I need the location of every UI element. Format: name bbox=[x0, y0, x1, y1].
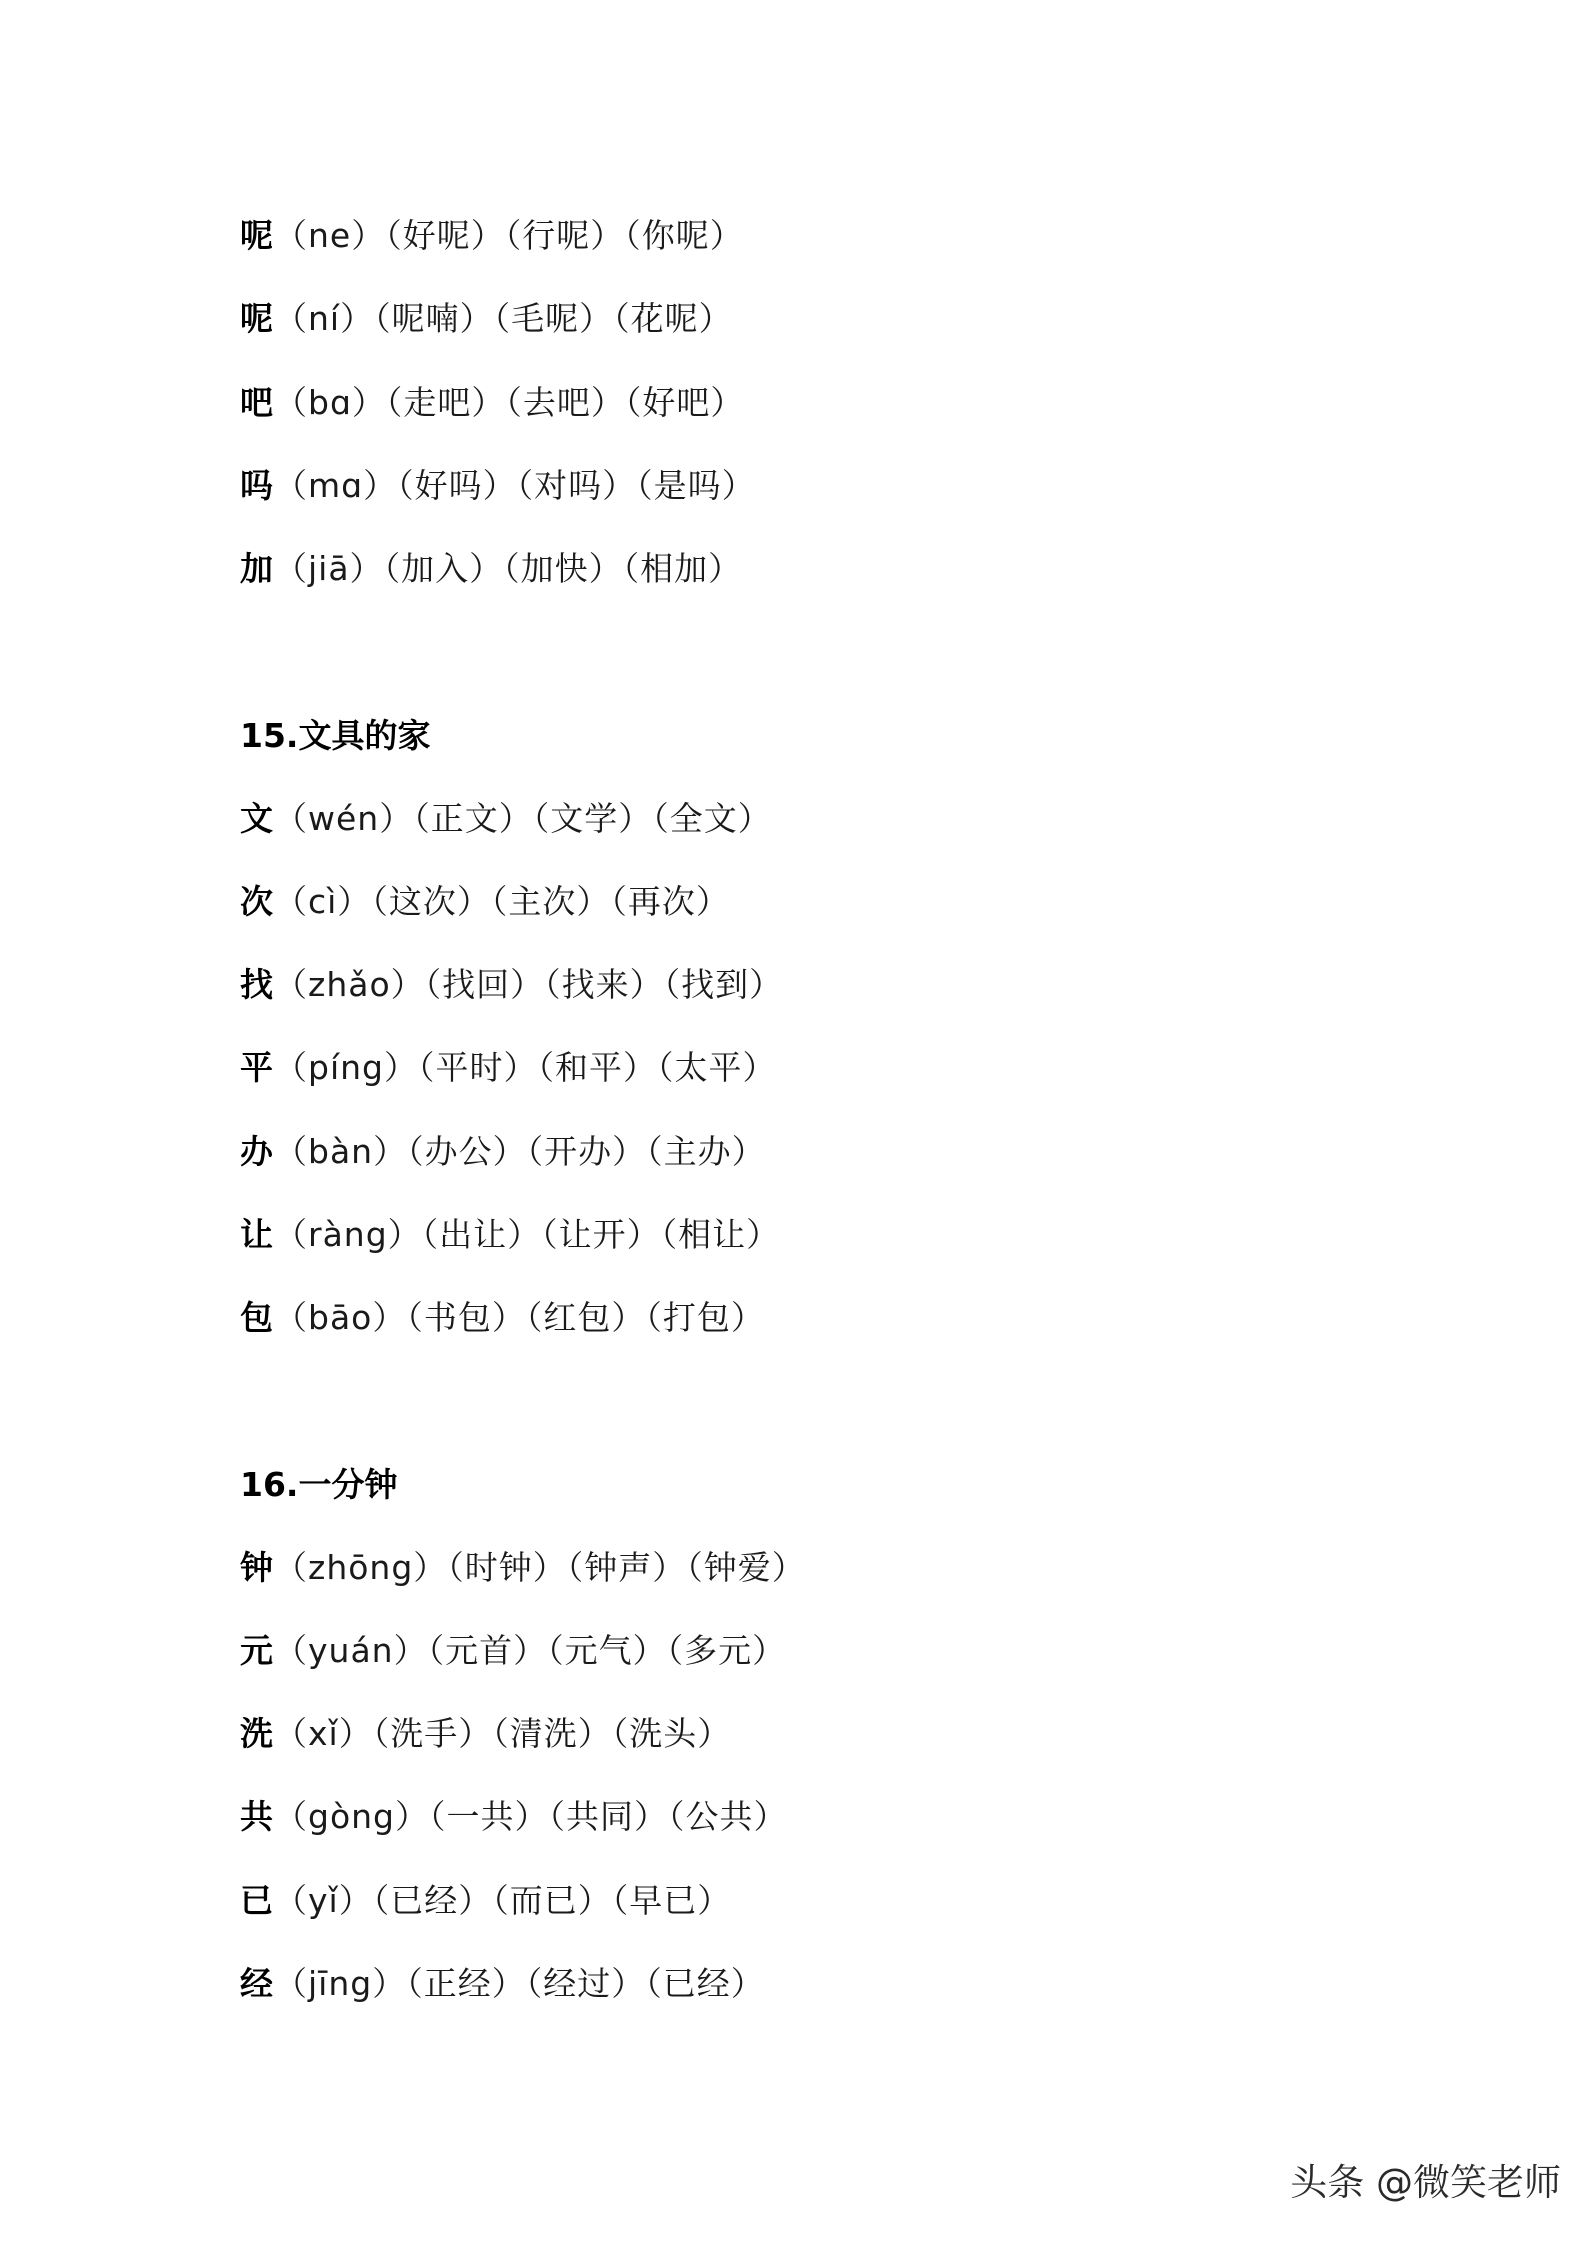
vocab-words: （加入）（加快）（相加） bbox=[383, 549, 743, 588]
vocab-row bbox=[240, 957, 783, 1013]
vocab-words: （正经）（经过）（已经） bbox=[406, 1964, 765, 2003]
vocab-character: 呢 bbox=[240, 216, 274, 255]
vocab-character: 共 bbox=[240, 1797, 274, 1836]
vocab-pinyin: （bāo） bbox=[274, 1298, 407, 1337]
vocab-words: （已经）（而已）（早已） bbox=[372, 1881, 732, 1920]
vocab-pinyin: （yuán） bbox=[274, 1631, 428, 1670]
vocab-character: 吗 bbox=[240, 466, 274, 505]
vocab-row bbox=[240, 1207, 780, 1263]
vocab-words: （正文）（文学）（全文） bbox=[413, 799, 772, 838]
vocab-character: 钟 bbox=[240, 1548, 274, 1587]
vocab-character: 经 bbox=[240, 1964, 274, 2003]
vocab-row bbox=[240, 1290, 765, 1346]
vocab-row bbox=[240, 874, 730, 930]
section-16-title: 16.一分钟 bbox=[240, 1465, 398, 1504]
vocab-pinyin: （ràng） bbox=[274, 1215, 422, 1254]
vocab-character: 已 bbox=[240, 1881, 274, 1920]
vocab-row bbox=[240, 541, 742, 597]
vocab-pinyin: （ne） bbox=[274, 216, 386, 255]
vocab-row bbox=[240, 1706, 731, 1762]
vocab-pinyin: （zhǎo） bbox=[274, 965, 425, 1004]
vocab-words: （元首）（元气）（多元） bbox=[427, 1631, 787, 1670]
vocab-row bbox=[240, 291, 733, 347]
vocab-words: （这次）（主次）（再次） bbox=[371, 882, 730, 921]
vocab-words: （办公）（开办）（主办） bbox=[407, 1132, 766, 1171]
vocab-character: 平 bbox=[240, 1048, 274, 1087]
vocab-row bbox=[240, 1623, 786, 1679]
vocab-pinyin: （jiā） bbox=[274, 549, 384, 588]
vocab-pinyin: （yǐ） bbox=[274, 1881, 373, 1920]
vocab-words: （找回）（找来）（找到） bbox=[424, 965, 784, 1004]
vocab-words: （好吗）（对吗）（是吗） bbox=[397, 466, 756, 505]
vocab-row bbox=[240, 1873, 731, 1929]
vocab-character: 次 bbox=[240, 882, 274, 921]
vocab-character: 文 bbox=[240, 799, 274, 838]
vocab-character: 让 bbox=[240, 1215, 274, 1254]
vocab-character: 元 bbox=[240, 1631, 274, 1670]
vocab-row bbox=[240, 458, 756, 514]
vocab-pinyin: （bàn） bbox=[274, 1132, 408, 1171]
vocab-character: 洗 bbox=[240, 1714, 274, 1753]
vocab-pinyin: （jīng） bbox=[274, 1964, 407, 2003]
vocab-pinyin: （zhōng） bbox=[274, 1548, 448, 1587]
vocab-pinyin: （xǐ） bbox=[274, 1714, 373, 1753]
vocab-character: 包 bbox=[240, 1298, 274, 1337]
vocab-row bbox=[240, 1124, 766, 1180]
vocab-words: （书包）（红包）（打包） bbox=[406, 1298, 765, 1337]
vocab-pinyin: （wén） bbox=[274, 799, 414, 838]
vocab-row bbox=[240, 375, 744, 431]
vocab-row bbox=[240, 1789, 788, 1845]
vocab-character: 找 bbox=[240, 965, 274, 1004]
vocab-row bbox=[240, 1540, 806, 1596]
vocab-row bbox=[240, 208, 744, 264]
vocab-words: （时钟）（钟声）（钟爱） bbox=[447, 1548, 806, 1587]
vocab-words: （一共）（共同）（公共） bbox=[429, 1797, 788, 1836]
vocab-character: 呢 bbox=[240, 299, 274, 338]
vocab-words: （好呢）（行呢）（你呢） bbox=[385, 216, 744, 255]
vocab-pinyin: （gòng） bbox=[274, 1797, 429, 1836]
vocab-pinyin: （bɑ） bbox=[274, 383, 386, 422]
vocab-character: 加 bbox=[240, 549, 274, 588]
watermark-text: 头条 @微笑老师 bbox=[1290, 2161, 1561, 2204]
vocab-character: 办 bbox=[240, 1132, 274, 1171]
vocab-pinyin: （ní） bbox=[274, 299, 375, 338]
vocab-words: （平时）（和平）（太平） bbox=[417, 1048, 777, 1087]
vocab-pinyin: （mɑ） bbox=[274, 466, 398, 505]
vocab-character: 吧 bbox=[240, 383, 274, 422]
vocab-words: （出让）（让开）（相让） bbox=[421, 1215, 781, 1254]
vocab-row bbox=[240, 791, 772, 847]
vocab-pinyin: （píng） bbox=[274, 1048, 418, 1087]
vocab-words: （洗手）（清洗）（洗头） bbox=[372, 1714, 732, 1753]
vocab-words: （呢喃）（毛呢）（花呢） bbox=[374, 299, 733, 338]
vocab-words: （走吧）（去吧）（好吧） bbox=[385, 383, 745, 422]
section-15-title: 15.文具的家 bbox=[240, 716, 431, 755]
vocab-row bbox=[240, 1956, 765, 2012]
vocab-row bbox=[240, 1040, 776, 1096]
vocab-pinyin: （cì） bbox=[274, 882, 372, 921]
